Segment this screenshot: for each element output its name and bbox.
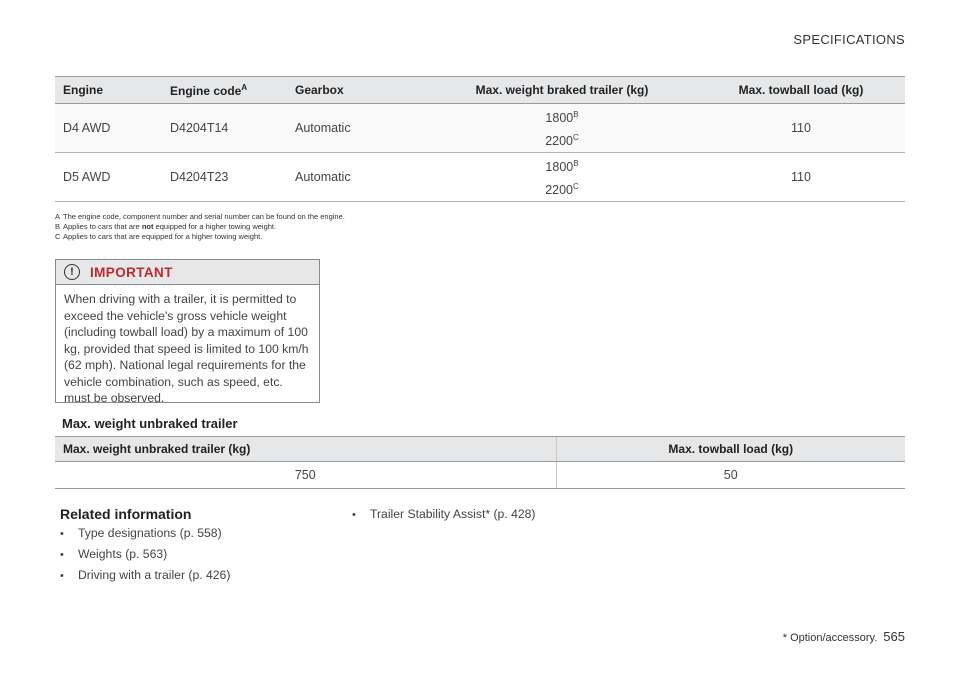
weight-value: 2200 [545, 134, 574, 149]
footnote-c [55, 232, 345, 242]
table-row [55, 462, 905, 489]
table-header-row [55, 437, 905, 462]
related-info-heading: Related information [60, 506, 192, 522]
page-footer [783, 629, 905, 644]
gearbox-cell: Automatic [287, 104, 427, 153]
col-engine-code [162, 77, 287, 104]
important-header [56, 260, 319, 285]
towball-cell: 50 [556, 462, 905, 489]
engine-code-cell: D4204T23 [162, 153, 287, 202]
col-max-towball: Max. towball load (kg) [556, 437, 905, 462]
col-engine-code-label: Engine code [170, 83, 242, 98]
gearbox-cell: Automatic [287, 153, 427, 202]
unbraked-weight-cell: 750 [55, 462, 556, 489]
col-engine: Engine [55, 77, 162, 104]
engine-code-cell: D4204T14 [162, 104, 287, 153]
list-item [60, 523, 230, 543]
option-accessory-note: * Option/accessory. [782, 632, 878, 644]
footnote-ref-b: B [573, 158, 579, 168]
list-item [352, 504, 536, 524]
footnote-ref-c: C [573, 133, 579, 142]
footnote-b [55, 222, 345, 232]
bullet-icon: • [60, 570, 64, 582]
towball-cell: 110 [697, 153, 905, 202]
towball-cell: 110 [697, 104, 905, 153]
col-max-unbraked: Max. weight unbraked trailer (kg) [55, 437, 556, 462]
footnote-text: Applies to cars that are equipped for a higher towing weight. [63, 232, 263, 241]
related-info-list [60, 523, 230, 586]
weight-standard [435, 154, 689, 177]
related-link[interactable]: Weights (p. 563) [78, 547, 168, 561]
table-row [55, 153, 905, 202]
weight-standard [435, 105, 689, 128]
footnote-ref-c: C [573, 182, 579, 191]
footnote-emphasis: not [141, 222, 154, 231]
related-link[interactable]: Trailer Stability Assist* (p. 428) [370, 507, 536, 521]
bullet-icon: • [60, 528, 64, 540]
related-link[interactable]: Driving with a trailer (p. 426) [78, 568, 231, 582]
section-header: SPECIFICATIONS [793, 32, 905, 47]
engine-cell: D4 AWD [55, 104, 162, 153]
engine-cell: D5 AWD [55, 153, 162, 202]
related-link[interactable]: Type designations (p. 558) [78, 526, 222, 540]
footnote-mark: B [55, 222, 61, 231]
page-number: 565 [883, 629, 905, 644]
col-max-towball: Max. towball load (kg) [697, 77, 905, 104]
related-info-list-col2 [352, 504, 536, 524]
footnote-a [55, 212, 345, 222]
important-body: When driving with a trailer, it is permitted to exceed the vehicle's gross vehicle weight (including towball load) by a maximum of 100 kg, provided that speed is limited to 100 km/h (62 mph). National legal requirements for the vehicle combination, such as speed, etc. must be observed. [64, 292, 309, 405]
list-item [60, 565, 230, 585]
footnote-ref-a: A [241, 82, 248, 92]
col-max-braked: Max. weight braked trailer (kg) [427, 77, 697, 104]
important-notice [55, 259, 320, 403]
table-header-row [55, 77, 905, 104]
braked-weight-cell [427, 153, 697, 202]
bullet-icon: • [60, 549, 64, 561]
unbraked-trailer-table [55, 436, 905, 489]
weight-higher [435, 128, 689, 151]
footnote-ref-b: B [573, 109, 579, 119]
weight-value: 2200 [545, 183, 574, 198]
footnote-text: Applies to cars that are [63, 222, 140, 231]
col-gearbox: Gearbox [287, 77, 427, 104]
list-item [60, 544, 230, 564]
table-footnotes [55, 212, 345, 242]
table-row [55, 104, 905, 153]
weight-value: 1800 [545, 160, 574, 174]
footnote-text: The engine code, component number and serial number can be found on the engine. [63, 212, 345, 221]
footnote-mark: A [55, 212, 61, 221]
braked-weight-cell [427, 104, 697, 153]
footnote-mark: C [55, 232, 61, 241]
bullet-icon: • [352, 509, 356, 521]
exclamation-circle-icon: ! [64, 264, 80, 280]
footnote-text: equipped for a higher towing weight. [155, 222, 277, 231]
braked-trailer-table [55, 76, 905, 202]
unbraked-heading: Max. weight unbraked trailer [62, 416, 238, 431]
important-title: IMPORTANT [90, 264, 173, 280]
weight-value: 1800 [545, 111, 574, 125]
weight-higher [435, 177, 689, 200]
